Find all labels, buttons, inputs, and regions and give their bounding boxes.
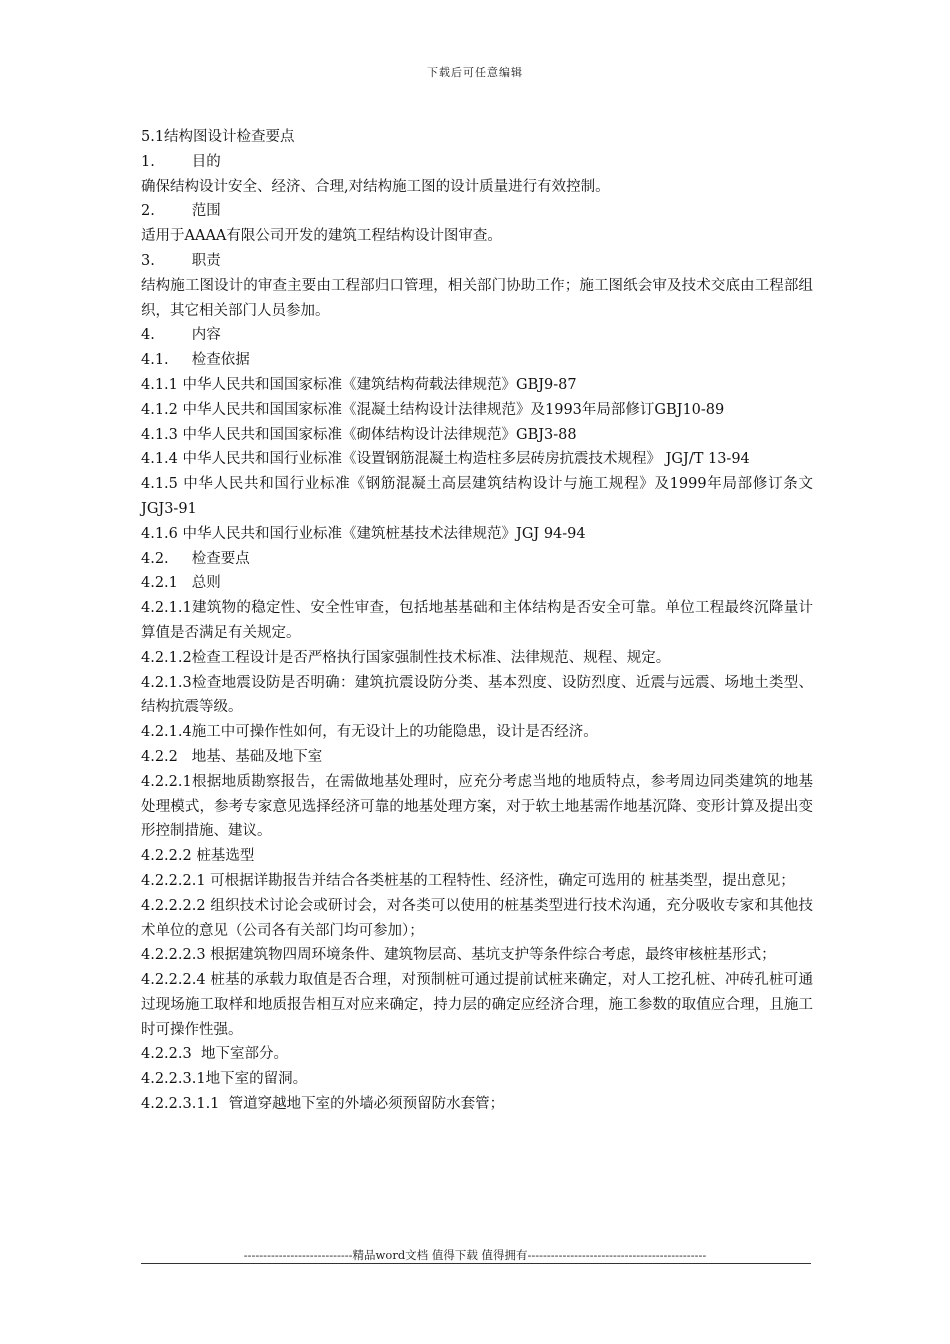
item-4-2-1-4: 4.2.1.4施工中可操作性如何，有无设计上的功能隐患，设计是否经济。 — [141, 724, 598, 741]
footer-divider — [141, 1263, 811, 1264]
item-4-2-2-2-4: 4.2.2.2.4 桩基的承载力取值是否合理，对预制桩可通过提前试桩来确定，对人工挖孔桩、冲砖孔桩可通过现场施工取样和地质报告相互对应来确定，持力层的确定应经济合理，施工参数的取值应合理，且施工时可操作性强。 — [141, 972, 813, 1038]
item-4-2-2-1: 4.2.2.1根据地质勘察报告，在需做地基处理时，应充分考虑当地的地质特点，参考周边同类建筑的地基处理模式，参考专家意见选择经济可靠的地基处理方案，对于软土地基需作地基沉降、变形计算及提出变形控制措施、建议。 — [141, 773, 813, 840]
heading-content: 4. 内容 — [141, 327, 221, 344]
item-4-2-2-3-1-1: 4.2.2.3.1.1 管道穿越地下室的外墙必须预留防水套管； — [141, 1096, 505, 1113]
page-footer: ----------------------------精品word文档 值得下载 值得拥有---------------------------------------------- — [243, 1248, 707, 1262]
heading-general: 4.2.1 总则 — [141, 575, 221, 592]
item-4-1-4: 4.1.4 中华人民共和国行业标准《设置钢筋混凝土构造柱多层砖房抗震技术规程》 JGJ/T 13-94 — [141, 451, 750, 468]
item-4-2-1-1: 4.2.1.1建筑物的稳定性、安全性审查，包括地基基础和主体结构是否安全可靠。单位工程最终沉降量计算值是否满足有关规定。 — [141, 600, 813, 641]
heading-basement: 4.2.2.3 地下室部分。 — [141, 1046, 288, 1063]
heading-duties: 3. 职责 — [141, 252, 221, 269]
document-body — [141, 125, 813, 1117]
item-4-1-2: 4.1.2 中华人民共和国国家标准《混凝土结构设计法律规范》及1993年局部修订GBJ10-89 — [141, 401, 725, 418]
item-4-2-1-3: 4.2.1.3检查地震设防是否明确：建筑抗震设防分类、基本烈度、设防烈度、近震与远震、场地土类型、结构抗震等级。 — [141, 674, 813, 716]
item-4-2-1-2: 4.2.1.2检查工程设计是否严格执行国家强制性技术标准、法律规范、规程、规定。 — [141, 649, 671, 666]
heading-foundation: 4.2.2 地基、基础及地下室 — [141, 748, 323, 765]
paragraph-duties: 结构施工图设计的审查主要由工程部归口管理，相关部门协助工作；施工图纸会审及技术交底由工程部组织，其它相关部门人员参加。 — [141, 277, 813, 319]
item-4-2-2-3-1: 4.2.2.3.1地下室的留洞。 — [141, 1071, 308, 1088]
item-4-2-2-2-2: 4.2.2.2.2 组织技术讨论会或研讨会，对各类可以使用的桩基类型进行技术沟通，充分吸收专家和其他技术单位的意见（公司各有关部门均可参加）； — [141, 897, 813, 939]
heading-basis: 4.1. 检查依据 — [141, 352, 250, 369]
item-4-1-5: 4.1.5 中华人民共和国行业标准《钢筋混凝土高层建筑结构设计与施工规程》及1999年局部修订条文JGJ3-91 — [141, 476, 813, 517]
heading-purpose: 1. 目的 — [141, 153, 221, 170]
page-header: 下载后可任意编辑 — [427, 66, 523, 79]
item-4-1-1: 4.1.1 中华人民共和国国家标准《建筑结构荷载法律规范》GBJ9-87 — [141, 376, 577, 393]
heading-scope: 2. 范围 — [141, 203, 221, 220]
section-title: 5.1结构图设计检查要点 — [141, 129, 295, 145]
heading-pile-selection: 4.2.2.2 桩基选型 — [141, 848, 255, 865]
heading-check-points: 4.2. 检查要点 — [141, 550, 250, 567]
item-4-2-2-2-3: 4.2.2.2.3 根据建筑物四周环境条件、建筑物层高、基坑支护等条件综合考虑，最终审核桩基形式； — [141, 947, 776, 964]
paragraph-scope: 适用于AAAA有限公司开发的建筑工程结构设计图审查。 — [141, 228, 502, 245]
item-4-1-6: 4.1.6 中华人民共和国行业标准《建筑桩基技术法律规范》JGJ 94-94 — [141, 525, 586, 542]
item-4-2-2-2-1: 4.2.2.2.1 可根据详勘报告并结合各类桩基的工程特性、经济性，确定可选用的 桩基类型，提出意见； — [141, 872, 795, 889]
item-4-1-3: 4.1.3 中华人民共和国国家标准《砌体结构设计法律规范》GBJ3-88 — [141, 426, 577, 443]
paragraph-purpose: 确保结构设计安全、经济、合理,对结构施工图的设计质量进行有效控制。 — [141, 178, 610, 195]
